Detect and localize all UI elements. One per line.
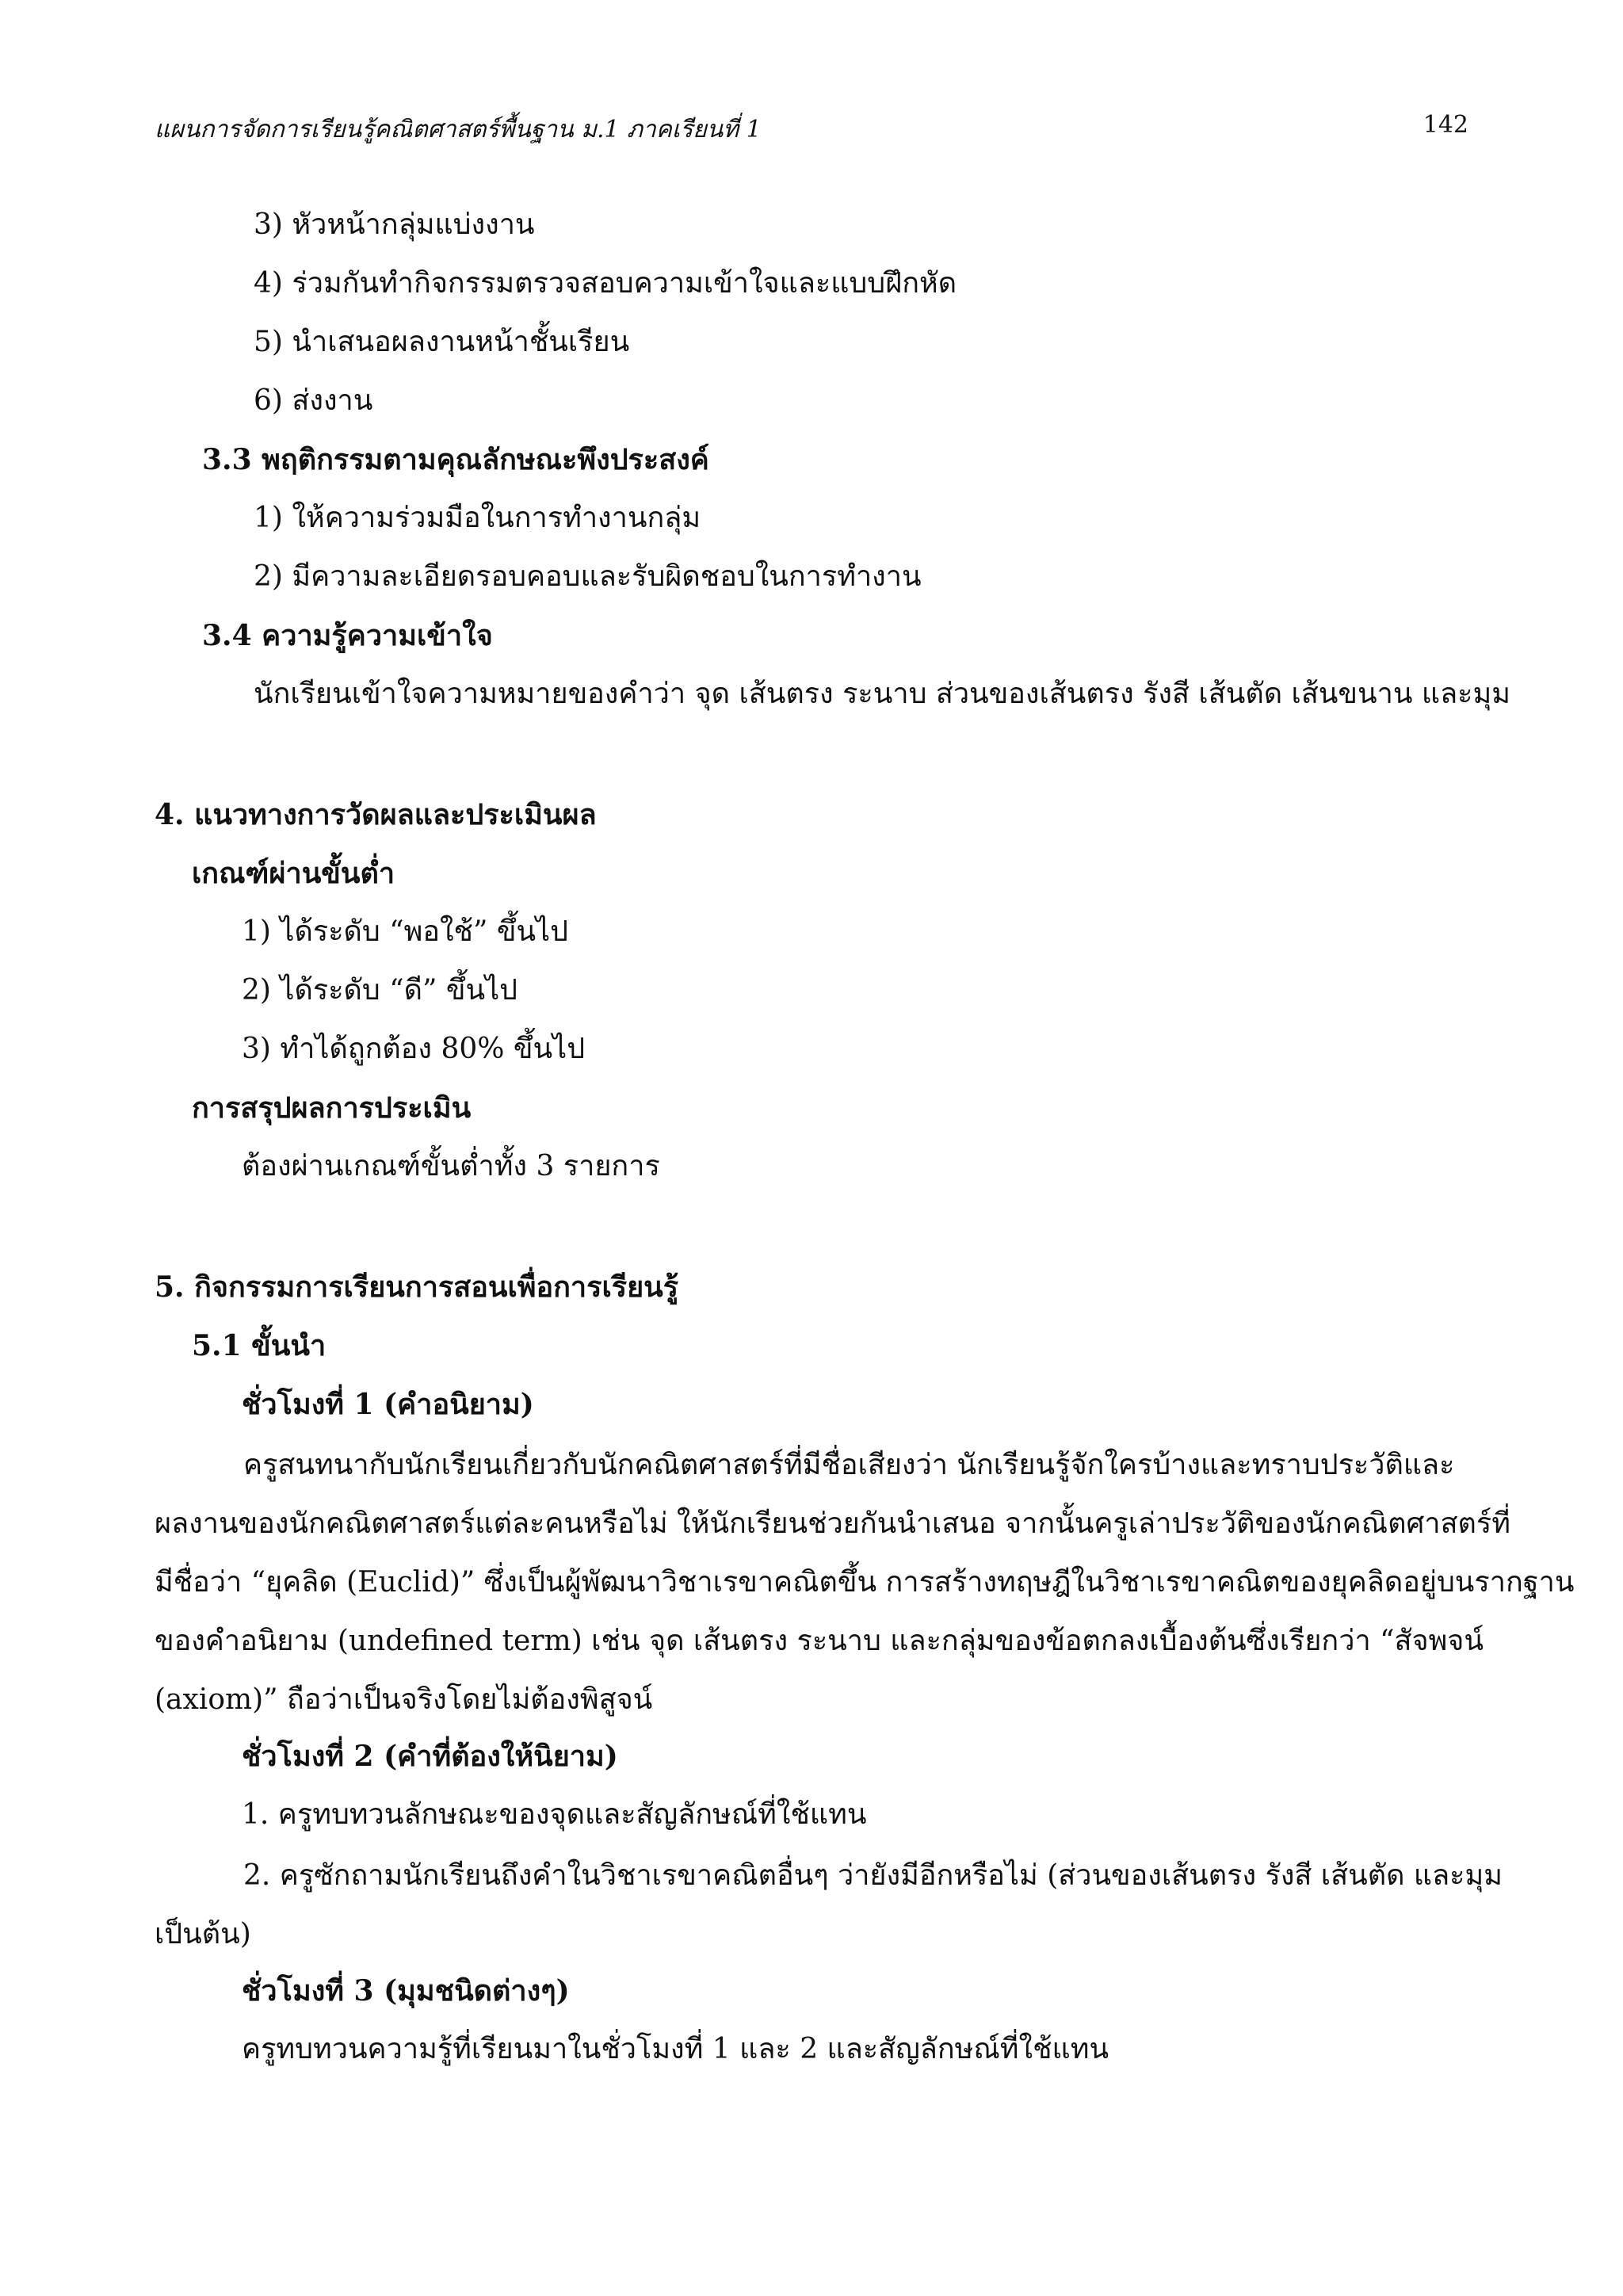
list-item: 2) ได้ระดับ “ดี” ขึ้นไป	[242, 974, 518, 1007]
header-title: แผนการจัดการเรียนรู้คณิตศาสตร์พื้นฐาน ม.1 ภาคเรียนที่ 1	[155, 116, 762, 143]
hour1-heading: ชั่วโมงที่ 1 (คำอนิยาม)	[242, 1388, 534, 1421]
list-item: 1) ให้ความร่วมมือในการทำงานกลุ่ม	[254, 502, 701, 534]
hour3-text: ครูทบทวนความรู้ที่เรียนมาในชั่วโมงที่ 1 และ 2 และสัญลักษณ์ที่ใช้แทน	[242, 2033, 1109, 2065]
hour3-heading: ชั่วโมงที่ 3 (มุมชนิดต่างๆ)	[242, 1974, 570, 2008]
paragraph-line: ของคำอนิยาม (undefined term) เช่น จุด เส้นตรง ระนาบ และกลุ่มของข้อตกลงเบื้องต้นซึ่งเรียกว่า “สัจพจน์	[155, 1625, 1484, 1657]
subheading-3-4: 3.4 ความรู้ความเข้าใจ	[202, 619, 493, 652]
page-number: 142	[1423, 111, 1468, 139]
paragraph-line: เป็นต้น)	[155, 1918, 251, 1950]
list-item: 6) ส่งงาน	[254, 384, 373, 417]
subheading-3-3: 3.3 พฤติกรรมตามคุณลักษณะพึงประสงค์	[202, 443, 709, 476]
section-heading-5: 5. กิจกรรมการเรียนการสอนเพื่อการเรียนรู้	[155, 1270, 679, 1304]
list-item: 2) มีความละเอียดรอบคอบและรับผิดชอบในการทำงาน	[254, 560, 922, 593]
hour2-heading: ชั่วโมงที่ 2 (คำที่ต้องให้นิยาม)	[242, 1740, 618, 1773]
criteria-heading: เกณฑ์ผ่านขั้นต่ำ	[192, 857, 395, 890]
list-item: 3) ทำได้ถูกต้อง 80% ขึ้นไป	[242, 1033, 586, 1065]
list-item: 3) หัวหน้ากลุ่มแบ่งงาน	[254, 208, 535, 241]
summary-heading: การสรุปผลการประเมิน	[192, 1091, 472, 1125]
list-item: 4) ร่วมกันทำกิจกรรมตรวจสอบความเข้าใจและแบบฝึกหัด	[254, 267, 957, 300]
paragraph-line: มีชื่อว่า “ยุคลิด (Euclid)” ซึ่งเป็นผู้พัฒนาวิชาเรขาคณิตขึ้น การสร้างทฤษฎีในวิชาเรขาคณิตของยุคลิดอยู่บนรากฐาน	[155, 1566, 1575, 1599]
paragraph-line: ครูสนทนากับนักเรียนเกี่ยวกับนักคณิตศาสตร์ที่มีชื่อเสียงว่า นักเรียนรู้จักใครบ้างและทราบประวัติและ	[243, 1449, 1455, 1481]
hour1-paragraph	[155, 1436, 1575, 1729]
page-header	[155, 111, 1468, 151]
paragraph: นักเรียนเข้าใจความหมายของคำว่า จุด เส้นตรง ระนาบ ส่วนของเส้นตรง รังสี เส้นตัด เส้นขนาน และมุม	[254, 678, 1510, 710]
section-heading-4: 4. แนวทางการวัดผลและประเมินผล	[155, 798, 597, 831]
list-item: 1. ครูทบทวนลักษณะของจุดและสัญลักษณ์ที่ใช้แทน	[242, 1798, 867, 1831]
paragraph-line: (axiom)” ถือว่าเป็นจริงโดยไม่ต้องพิสูจน์	[155, 1683, 653, 1716]
list-item: 5) นำเสนอผลงานหน้าชั้นเรียน	[254, 326, 630, 358]
summary-text: ต้องผ่านเกณฑ์ขั้นต่ำทั้ง 3 รายการ	[242, 1150, 660, 1182]
paragraph-line: 2. ครูซักถามนักเรียนถึงคำในวิชาเรขาคณิตอื่นๆ ว่ายังมีอีกหรือไม่ (ส่วนของเส้นตรง รังสี เส้นตัด และมุม	[243, 1859, 1503, 1892]
paragraph-line: ผลงานของนักคณิตศาสตร์แต่ละคนหรือไม่ ให้นักเรียนช่วยกันนำเสนอ จากนั้นครูเล่าประวัติของนักคณิตศาสตร์ที่	[155, 1507, 1511, 1540]
subheading-5-1: 5.1 ขั้นนำ	[192, 1329, 327, 1362]
list-item: 1) ได้ระดับ “พอใช้” ขึ้นไป	[242, 915, 569, 948]
hour2-item2	[155, 1847, 1503, 1964]
